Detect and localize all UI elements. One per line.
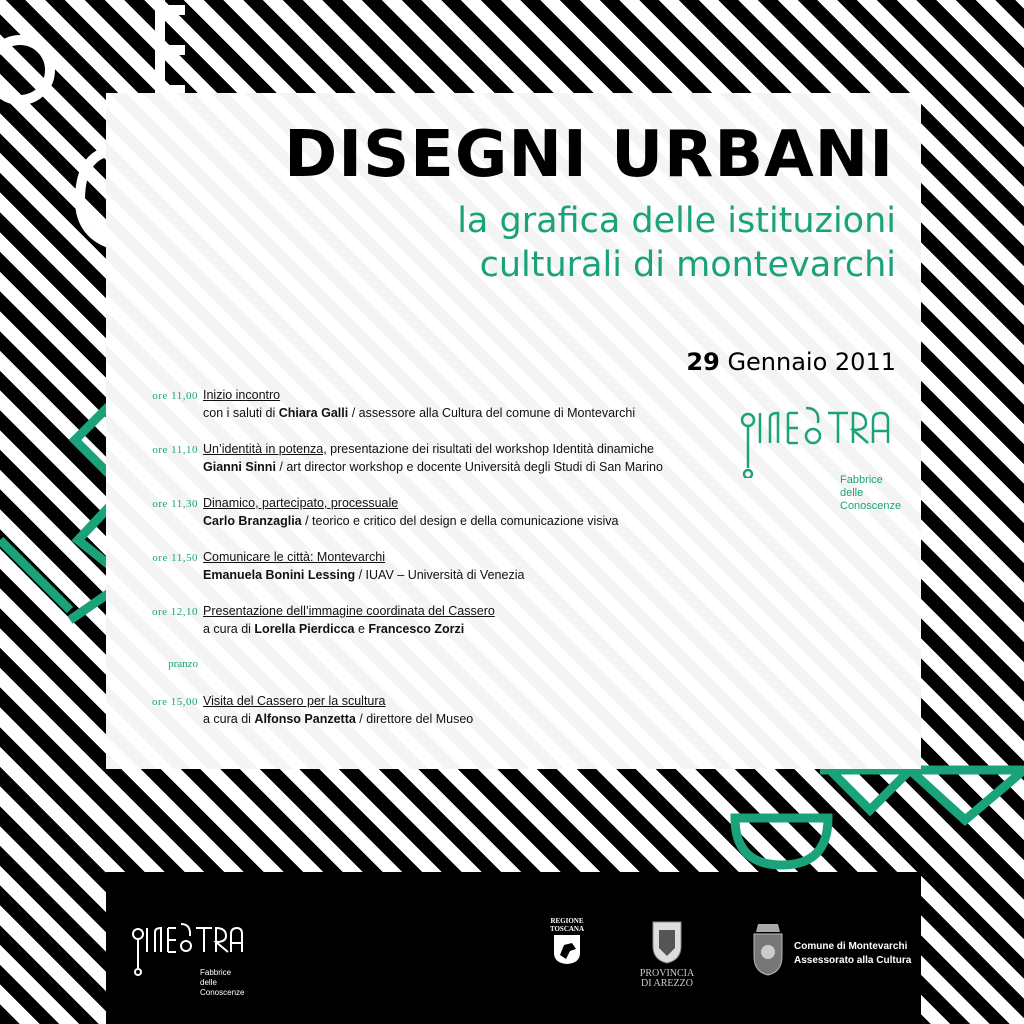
date-day: 29 (686, 348, 720, 376)
comune-text: Comune di Montevarchi Assessorato alla Cultura (794, 941, 912, 966)
coat-of-arms-icon (647, 920, 687, 964)
footer-ginestra-logo-icon (130, 916, 250, 976)
program-title: Inizio incontro (203, 388, 281, 402)
program-speaker: a cura di Lorella Pierdicca e Francesco Zorzi (203, 622, 465, 636)
pegasus-shield-icon (552, 933, 582, 965)
subtitle-line-1: la grafica delle istituzioni (457, 201, 896, 241)
program-title: Visita del Cassero per la scultura (203, 694, 386, 708)
program-speaker: a cura di Alfonso Panzetta / direttore del Museo (203, 712, 474, 726)
program-list (130, 388, 730, 748)
program-title: Dinamico, partecipato, processuale (203, 496, 399, 510)
program-speaker: Gianni Sinni / art director workshop e docente Università degli Studi di San Marino (203, 460, 663, 474)
program-item (130, 442, 730, 496)
subtitle-line-2: culturali di montevarchi (479, 245, 896, 285)
program-item (130, 550, 730, 604)
city-crest-icon (750, 922, 786, 976)
event-subtitle (457, 199, 896, 287)
provincia-arezzo-logo: PROVINCIA DI AREZZO (634, 920, 700, 989)
program-speaker: Emanuela Bonini Lessing / IUAV – Università di Venezia (203, 568, 525, 582)
pranzo-label: pranzo (168, 658, 198, 670)
program-item (130, 604, 730, 658)
program-title: Comunicare le città: Montevarchi (203, 550, 386, 564)
pranzo-row (130, 658, 730, 694)
logo-caption: Fabbrice delle Conoscenze (840, 474, 902, 512)
footer-ginestra-logo (130, 916, 250, 997)
program-title: Un’identità in potenza, presentazione dei risultati del workshop Identità dinamiche (203, 442, 654, 456)
regione-toscana-logo: REGIONE TOSCANA (546, 917, 588, 970)
program-item (130, 388, 730, 442)
event-date (686, 348, 896, 376)
program-time: ore 12,10 (151, 606, 198, 618)
event-title: DISEGNI URBANI (284, 118, 894, 192)
program-item (130, 496, 730, 550)
program-time: ore 11,10 (152, 444, 198, 456)
comune-montevarchi-logo (750, 922, 912, 981)
ginestra-logo-icon (738, 398, 898, 478)
program-speaker: Carlo Branzaglia / teorico e critico del design e della comunicazione visiva (203, 514, 619, 528)
program-time: ore 11,00 (152, 390, 198, 402)
footer-logo-caption: Fabbrice delle Conoscenze (200, 968, 245, 997)
program-title: Presentazione dell’immagine coordinata del Cassero (203, 604, 495, 618)
date-rest: Gennaio 2011 (719, 348, 896, 376)
program-item (130, 694, 730, 748)
program-time: ore 15,00 (151, 696, 198, 708)
ginestra-logo (738, 398, 902, 512)
program-time: ore 11,30 (152, 498, 198, 510)
program-time: ore 11,50 (152, 552, 198, 564)
program-speaker: con i saluti di Chiara Galli / assessore alla Cultura del comune di Montevarchi (203, 406, 636, 420)
